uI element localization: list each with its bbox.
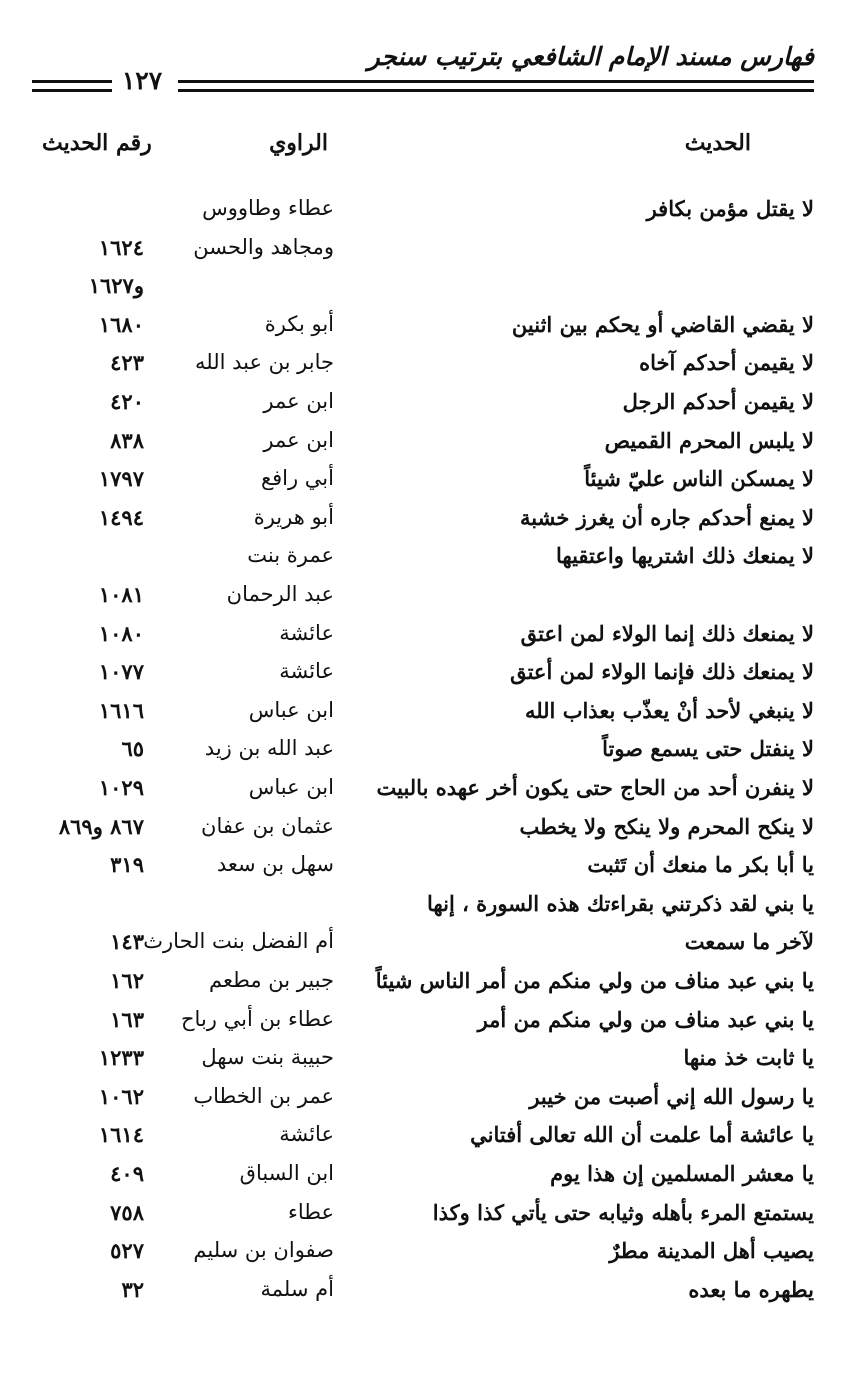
hadith-text: لا يمنعك ذلك إنما الولاء لمن اعتق [520, 621, 814, 646]
hadith-number: ١٠٦٢ [98, 1084, 144, 1109]
hadith-number: و١٦٢٧ [88, 273, 144, 298]
hadith-text: لا ينفرن أحد من الحاج حتى يكون أخر عهده بالبيت [376, 775, 814, 800]
hadith-text: يا بني لقد ذكرتني بقراءتك هذه السورة ، إنها [427, 891, 814, 916]
hadith-number: ١٠٨١ [98, 582, 144, 607]
hadith-text: يستمتع المرء بأهله وثيابه حتى يأتي كذا وكذا [432, 1200, 814, 1225]
narrator-name: عطاء [287, 1200, 334, 1224]
narrator-name: عائشة [279, 659, 334, 683]
narrator-name: عطاء وطاووس [202, 196, 334, 220]
hadith-number: ١٦٢٤ [98, 235, 144, 260]
hadith-text: لا ينفتل حتى يسمع صوتاً [602, 736, 814, 761]
table-row [0, 1271, 856, 1308]
column-heading-number: رقم الحديث [42, 130, 152, 156]
hadith-number: ٣١٩ [110, 852, 144, 877]
hadith-text: يطهره ما بعده [688, 1277, 814, 1302]
hadith-text: لا يقتل مؤمن بكافر [646, 196, 814, 221]
header-rule-left-bottom [32, 89, 112, 92]
hadith-text: لا يمسكن الناس عليّ شيئاً [584, 466, 814, 491]
hadith-text: يا عائشة أما علمت أن الله تعالى أفتاني [470, 1122, 814, 1147]
table-row [0, 344, 856, 381]
table-row [0, 1116, 856, 1153]
table-row [0, 885, 856, 922]
narrator-name: جبير بن مطعم [208, 968, 334, 992]
table-row [0, 499, 856, 536]
hadith-text: لا يقضي القاضي أو يحكم بين اثنين [511, 312, 814, 337]
narrator-name: عثمان بن عفان [201, 814, 334, 838]
narrator-name: عائشة [279, 621, 334, 645]
table-row [0, 653, 856, 690]
table-row [0, 692, 856, 729]
table-row [0, 190, 856, 227]
hadith-number: ١٠٢٩ [98, 775, 144, 800]
hadith-text: يصيب أهل المدينة مطرٌ [609, 1238, 814, 1263]
hadith-number: ١٦٢ [110, 968, 144, 993]
hadith-text: يا بني عبد مناف من ولي منكم من أمر [477, 1007, 814, 1032]
table-row [0, 1232, 856, 1269]
table-row [0, 267, 856, 304]
narrator-name: عطاء بن أبي رباح [180, 1007, 334, 1031]
table-row [0, 962, 856, 999]
narrator-name: ومجاهد والحسن [193, 235, 334, 259]
hadith-number: ١٤٩٤ [98, 505, 144, 530]
narrator-name: جابر بن عبد الله [194, 350, 334, 374]
hadith-text: لا يقيمن أحدكم آخاه [639, 350, 814, 375]
hadith-text: يا معشر المسلمين إن هذا يوم [550, 1161, 814, 1186]
narrator-name: حبيبة بنت سهل [201, 1045, 334, 1069]
hadith-text: لا يقيمن أحدكم الرجل [622, 389, 814, 414]
hadith-number: ٨٣٨ [110, 428, 144, 453]
hadith-number: ١٠٧٧ [98, 659, 144, 684]
hadith-number: ١٠٨٠ [98, 621, 144, 646]
narrator-name: أبو هريرة [253, 505, 334, 529]
hadith-number: ٨٦٧ و٨٦٩ [58, 814, 144, 839]
narrator-name: عمرة بنت [247, 543, 334, 567]
table-row [0, 1194, 856, 1231]
narrator-name: ابن عباس [248, 698, 334, 722]
table-row [0, 769, 856, 806]
table-row [0, 422, 856, 459]
header-rule-left-top [32, 80, 112, 83]
table-row [0, 383, 856, 420]
hadith-text: لا يمنعك ذلك فإنما الولاء لمن أعتق [510, 659, 814, 684]
narrator-name: أم الفضل بنت الحارث [143, 929, 334, 953]
table-row [0, 460, 856, 497]
narrator-name: أبي رافع [260, 466, 334, 490]
narrator-name: عائشة [279, 1122, 334, 1146]
narrator-name: صفوان بن سليم [193, 1238, 334, 1262]
table-row [0, 615, 856, 652]
narrator-name: عبد الله بن زيد [204, 736, 334, 760]
hadith-number: ٦٥ [121, 736, 144, 761]
narrator-name: ابن عمر [263, 389, 334, 413]
table-row [0, 808, 856, 845]
column-heading-hadith: الحديث [684, 130, 751, 156]
table-row [0, 1155, 856, 1192]
table-row [0, 1039, 856, 1076]
narrator-name: ابن السباق [239, 1161, 334, 1185]
hadith-text: لا ينبغي لأحد أنْ يعذّب بعذاب الله [524, 698, 814, 723]
hadith-text: يا ثابت خذ منها [683, 1045, 814, 1070]
narrator-name: عبد الرحمان [226, 582, 334, 606]
narrator-name: أبو بكرة [264, 312, 334, 336]
hadith-number: ١٦١٦ [98, 698, 144, 723]
narrator-name: ابن عمر [263, 428, 334, 452]
hadith-text: لا يمنعك ذلك اشتريها واعتقيها [556, 543, 814, 568]
column-heading-narrator: الراوي [269, 130, 328, 156]
hadith-text: لا يلبس المحرم القميص [604, 428, 814, 453]
table-row [0, 1078, 856, 1115]
hadith-number: ٥٢٧ [110, 1238, 144, 1263]
running-header-title: فهارس مسند الإمام الشافعي بترتيب سنجر [367, 42, 814, 71]
table-row [0, 306, 856, 343]
table-row [0, 923, 856, 960]
table-row [0, 1001, 856, 1038]
hadith-text: لآخر ما سمعت [684, 929, 814, 954]
table-row [0, 576, 856, 613]
hadith-number: ٧٥٨ [110, 1200, 144, 1225]
hadith-text: لا ينكح المحرم ولا ينكح ولا يخطب [519, 814, 814, 839]
hadith-number: ١٢٣٣ [98, 1045, 144, 1070]
hadith-text: يا بني عبد مناف من ولي منكم من أمر الناس شيئاً [375, 968, 814, 993]
hadith-number: ٣٢ [121, 1277, 144, 1302]
hadith-text: يا أبا بكر ما منعك أن تَثبت [587, 852, 814, 877]
narrator-name: أم سلمة [260, 1277, 334, 1301]
narrator-name: ابن عباس [248, 775, 334, 799]
table-row [0, 229, 856, 266]
hadith-number: ٤٢٠ [110, 389, 144, 414]
hadith-number: ٤٢٣ [110, 350, 144, 375]
table-row [0, 537, 856, 574]
hadith-number: ١٦١٤ [98, 1122, 144, 1147]
header-rule-right-bottom [178, 89, 814, 92]
hadith-text: لا يمنع أحدكم جاره أن يغرز خشبة [520, 505, 814, 530]
page-number: ١٢٧ [121, 66, 163, 95]
table-row [0, 730, 856, 767]
table-row [0, 846, 856, 883]
narrator-name: عمر بن الخطاب [193, 1084, 334, 1108]
hadith-number: ٤٠٩ [110, 1161, 144, 1186]
hadith-number: ١٦٨٠ [98, 312, 144, 337]
hadith-number: ١٧٩٧ [98, 466, 144, 491]
hadith-number: ١٤٣ [110, 929, 144, 954]
narrator-name: سهل بن سعد [216, 852, 334, 876]
hadith-number: ١٦٣ [110, 1007, 144, 1032]
hadith-text: يا رسول الله إني أصبت من خيبر [529, 1084, 814, 1109]
header-rule-right-top [178, 80, 814, 83]
